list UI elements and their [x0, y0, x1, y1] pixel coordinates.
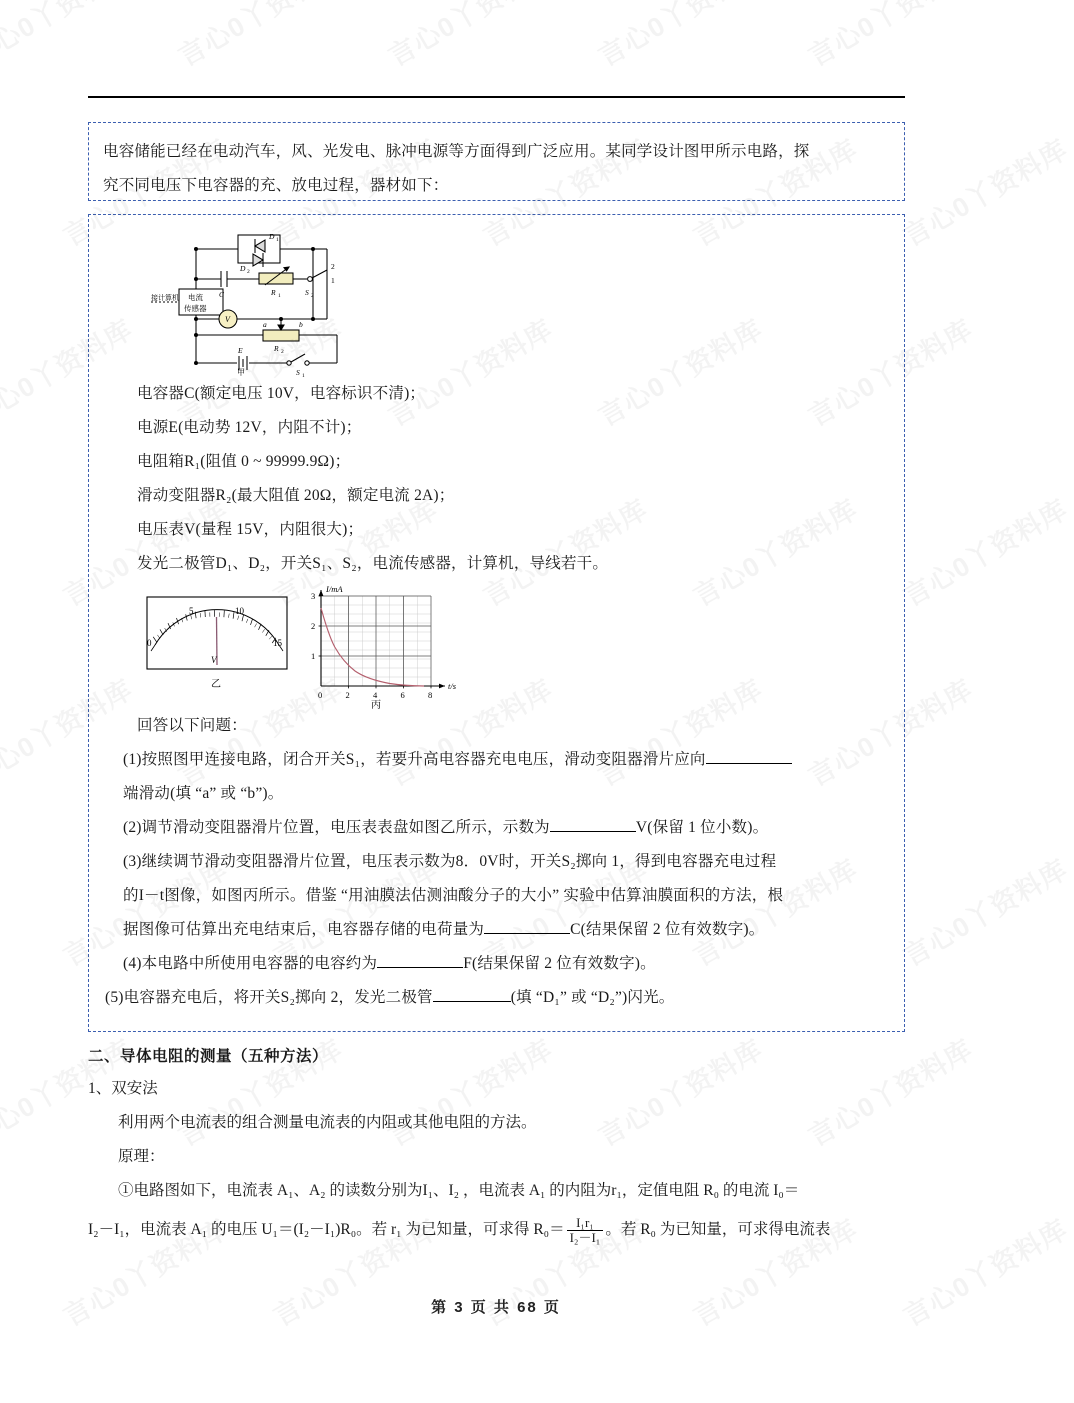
question-5-text-b: (填 “D₁” 或 “D₂”)闪光。 [510, 989, 675, 1006]
watermark-text [895, 128, 1074, 254]
svg-text:2: 2 [281, 349, 284, 355]
label-switch-1: S [296, 368, 300, 377]
dial-tick-15: 15 [273, 638, 282, 648]
chart-xtick-0: 0 [318, 690, 323, 700]
label-diode-1: D [269, 232, 275, 241]
current-time-chart [293, 582, 473, 709]
section-principle-label: 原理： [118, 1148, 165, 1165]
watermark-text [170, 0, 349, 74]
chart-xlabel: t/s [448, 681, 457, 691]
question-1-line-1 [103, 743, 890, 777]
meters-figures [103, 584, 890, 711]
page-footer: 第 3 页 共 68 页 [431, 1299, 561, 1316]
header-rule [88, 96, 905, 98]
label-sensor-line2: 传感器 [184, 304, 207, 313]
dial-tick-10: 10 [235, 606, 244, 616]
svg-text:1: 1 [276, 237, 279, 243]
label-source: E [238, 346, 243, 355]
label-rheostat-b: b [299, 320, 303, 329]
watermark-text [895, 488, 1074, 614]
question-4-text-b: F(结果保留 2 位有效数字)。 [463, 955, 656, 972]
problem-box [88, 214, 905, 1032]
answer-blank-4[interactable] [377, 967, 463, 968]
intro-line-2: 究不同电压下电容器的充、放电过程，器材如下： [103, 177, 449, 194]
chart-xtick-2: 2 [345, 690, 350, 700]
questions-prompt: 回答以下问题： [137, 717, 247, 734]
question-3-text-c: 据图像可估算出充电结束后，电容器存储的电荷量为 [123, 921, 485, 938]
answer-blank-1[interactable] [706, 763, 792, 764]
label-computer: 接计算机 [151, 294, 179, 302]
question-2-text-b: V(保留 1 位小数)。 [635, 819, 769, 836]
question-2-text-a: (2)调节滑动变阻器滑片位置，电压表表盘如图乙所示，示数为 [123, 819, 550, 836]
fraction-denominator: I₂－I₁ [569, 1230, 601, 1246]
question-3-line-1: (3)继续调节滑动变阻器滑片位置，电压表示数为8．0V时，开关S₂掷向 1，得到电容器充电过程 [123, 853, 777, 870]
label-voltmeter: V [225, 315, 230, 324]
watermark-text [800, 0, 979, 74]
dial-tick-0: 0 [147, 638, 152, 648]
watermark-text [895, 848, 1074, 974]
svg-text:2: 2 [311, 293, 314, 299]
section-paragraph-1: ①电路图如下，电流表 A₁、A₂ 的读数分别为I₁、I₂ ，电流表 A₁ 的内阻为r₁，定值电阻 R₀ 的电流 I₀＝ [118, 1182, 800, 1199]
chart-xtick-8: 8 [428, 690, 433, 700]
formula-fraction [567, 1216, 604, 1246]
question-1-line-2: 端滑动(填 “a” 或 “b”)。 [123, 785, 284, 802]
chart-xtick-4: 4 [373, 690, 378, 700]
voltmeter-dial-figure [141, 587, 301, 709]
label-figure-jia: 甲 [237, 368, 245, 377]
equipment-item-1: 电容器C(额定电压 10V，电容标识不清)； [137, 385, 426, 402]
section-paragraph-2 [88, 1208, 918, 1252]
chart-ytick-1: 1 [311, 651, 316, 661]
chart-ylabel: I/mA [326, 584, 343, 594]
label-rheostat-a: a [263, 320, 267, 329]
section-paragraph-2-text-a: I₂－I₁，电流表 A₁ 的电压 U₁＝(I₂－I₁)R₀。若 r₁ 为已知量，可求得 R₀＝ [88, 1221, 565, 1238]
svg-text:1: 1 [278, 293, 281, 299]
equipment-item-3: 电阻箱R₁(阻值 0 ~ 99999.9Ω)； [137, 453, 351, 470]
dial-unit-label: V [211, 655, 217, 665]
watermark-text [0, 0, 139, 74]
intro-box [88, 122, 905, 201]
dial-tick-5: 5 [189, 606, 194, 616]
dial-needle [217, 617, 218, 665]
chart-xtick-6: 6 [400, 690, 405, 700]
voltmeter-figure-caption: 乙 [211, 679, 221, 690]
question-5-text-a: (5)电容器充电后，将开关S₂掷向 2，发光二极管 [105, 989, 433, 1006]
section-paragraph-2-text-b: 。若 R₀ 为已知量，可求得电流表 [605, 1221, 831, 1238]
answer-blank-2[interactable] [550, 831, 636, 832]
label-diode-2: D [240, 264, 246, 273]
question-3-text-d: C(结果保留 2 位有效数字)。 [570, 921, 765, 938]
label-sensor-line1: 电流 [188, 293, 203, 302]
watermark-text [590, 0, 769, 74]
chart-ytick-3: 3 [311, 591, 316, 601]
section-resistance-measurement [88, 1042, 918, 1252]
section-heading: 二、导体电阻的测量（五种方法） [88, 1048, 329, 1065]
label-capacitor: C [219, 290, 225, 299]
label-switch-2: S [305, 288, 309, 297]
equipment-item-6: 发光二极管D₁、D₂，开关S₁、S₂，电流传感器，计算机，导线若干。 [137, 555, 609, 572]
label-rheostat: R [274, 344, 279, 353]
fraction-numerator: I₁r₁ [567, 1216, 604, 1232]
section-sub-heading: 1、双安法 [88, 1080, 158, 1097]
equipment-item-4: 滑动变阻器R₂(最大阻值 20Ω，额定电流 2A)； [137, 487, 455, 504]
question-4-text-a: (4)本电路中所使用电容器的电容约为 [123, 955, 378, 972]
section-description: 利用两个电流表的组合测量电流表的内阻或其他电阻的方法。 [118, 1114, 537, 1131]
svg-text:1: 1 [302, 373, 305, 379]
chart-ytick-2: 2 [311, 621, 316, 631]
question-2-line [103, 811, 890, 845]
chart-series-line [321, 608, 424, 686]
equipment-item-5: 电压表V(量程 15V，内阻很大)； [137, 521, 364, 538]
answer-blank-3[interactable] [484, 933, 570, 934]
question-1-text-a: (1)按照图甲连接电路，闭合开关S₁，若要升高电容器充电电压，滑动变阻器滑片应向 [123, 751, 706, 768]
intro-line-1: 电容储能已经在电动汽车，风、光发电、脉冲电源等方面得到广泛应用。某同学设计图甲所示电路，探 [103, 143, 810, 160]
circuit-diagram-figure [141, 227, 471, 379]
question-3-line-2: 的I－t图像，如图丙所示。借鉴 “用油膜法估测油酸分子的大小” 实验中估算油膜面积的方法，根 [123, 887, 784, 904]
chart-caption: 丙 [371, 700, 381, 711]
question-3-line-3 [103, 913, 890, 947]
label-terminal-1: 1 [331, 276, 335, 285]
question-4-line [103, 947, 890, 981]
question-5-line [103, 981, 890, 1015]
watermark-text [380, 0, 559, 74]
answer-blank-5[interactable] [433, 1001, 511, 1002]
label-terminal-2: 2 [331, 262, 335, 271]
svg-text:2: 2 [247, 269, 250, 275]
equipment-item-2: 电源E(电动势 12V，内阻不计)； [137, 419, 362, 436]
label-resistor-box: R [271, 288, 276, 297]
circuit-diagram-svg [141, 227, 471, 379]
